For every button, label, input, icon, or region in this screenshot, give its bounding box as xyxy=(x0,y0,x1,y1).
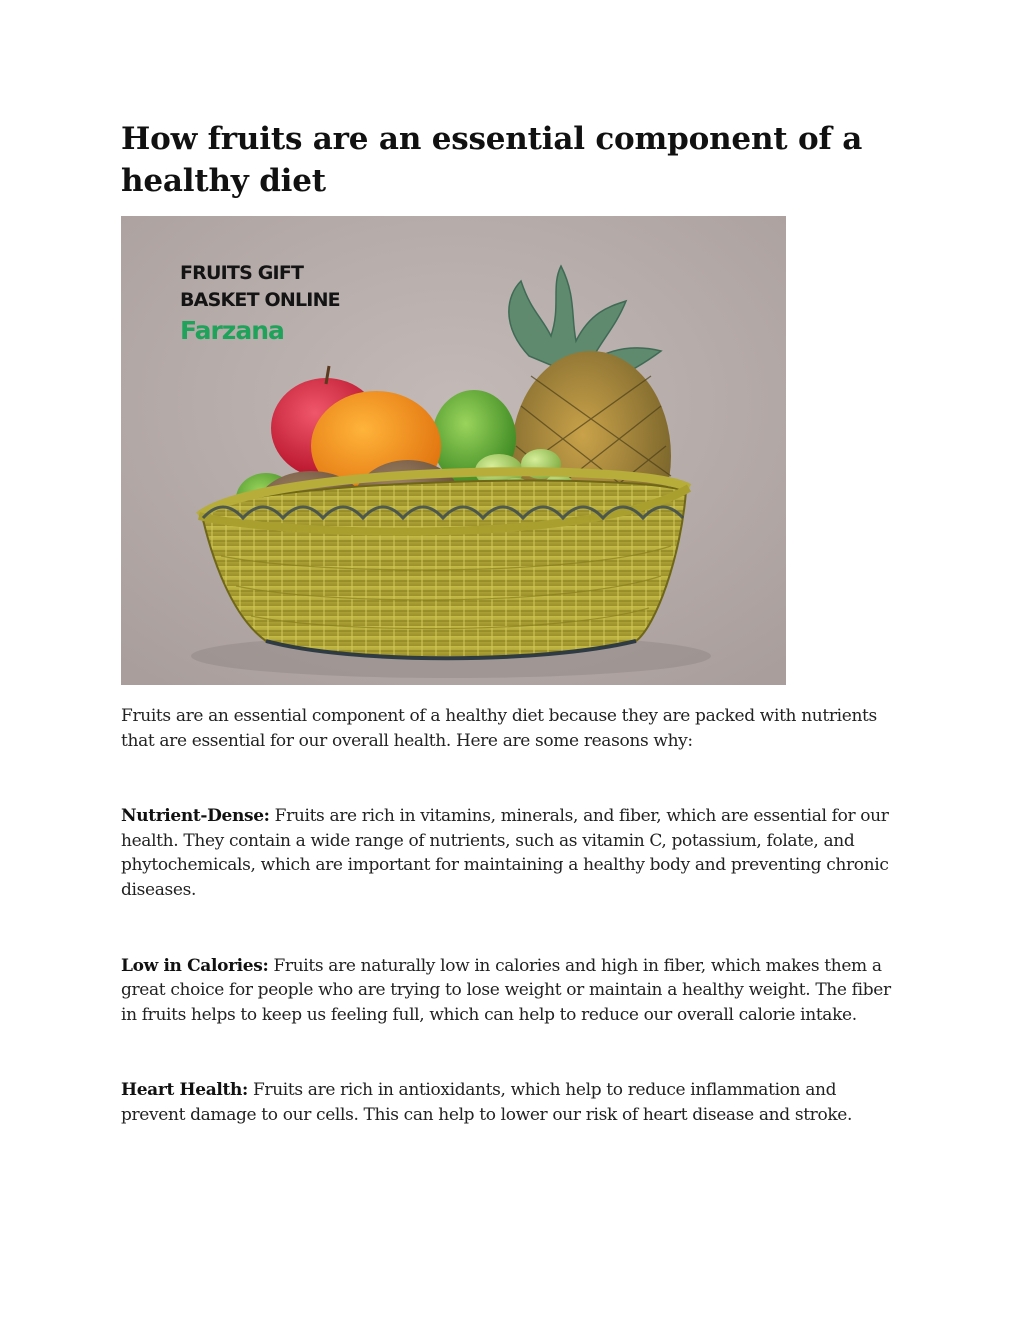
article xyxy=(121,118,901,1128)
overlay-line-1: FRUITS GIFT xyxy=(180,262,304,284)
overlay-line-2: BASKET ONLINE xyxy=(180,289,340,311)
article-title: How fruits are an essential component of a healthy diet xyxy=(121,121,863,199)
section-text: Fruits are rich in vitamins, minerals, and fiber, which are essential for our health. They contain a wide range of nutrients, such as vitamin C, potassium, folate, and phytochemicals, which are important for maintaining a healthy body and preventing chronic diseases. xyxy=(121,806,889,900)
fruit-basket-image xyxy=(121,216,786,685)
image-overlay-text xyxy=(180,260,340,348)
basket xyxy=(199,472,689,658)
brand-logo-text: Farzana xyxy=(180,316,284,345)
section-heading: Low in Calories: xyxy=(121,955,269,976)
section-heading: Heart Health: xyxy=(121,1080,248,1101)
section-heading: Nutrient-Dense: xyxy=(121,806,270,827)
section-text: Fruits are naturally low in calories and high in fiber, which makes them a great choice for people who are trying to lose weight or maintain a healthy weight. The fiber in fruits helps to keep us feeling full, which can help to reduce our overall calorie intake. xyxy=(121,955,891,1025)
section-heart-health xyxy=(121,1078,901,1127)
section-low-in-calories xyxy=(121,954,901,1028)
intro-paragraph: Fruits are an essential component of a healthy diet because they are packed with nutrients that are essential for our overall health. Here are some reasons why: xyxy=(121,706,877,751)
section-text: Fruits are rich in antioxidants, which help to reduce inflammation and prevent damage to our cells. This can help to lower our risk of heart disease and stroke. xyxy=(121,1080,853,1125)
section-nutrient-dense xyxy=(121,804,901,902)
